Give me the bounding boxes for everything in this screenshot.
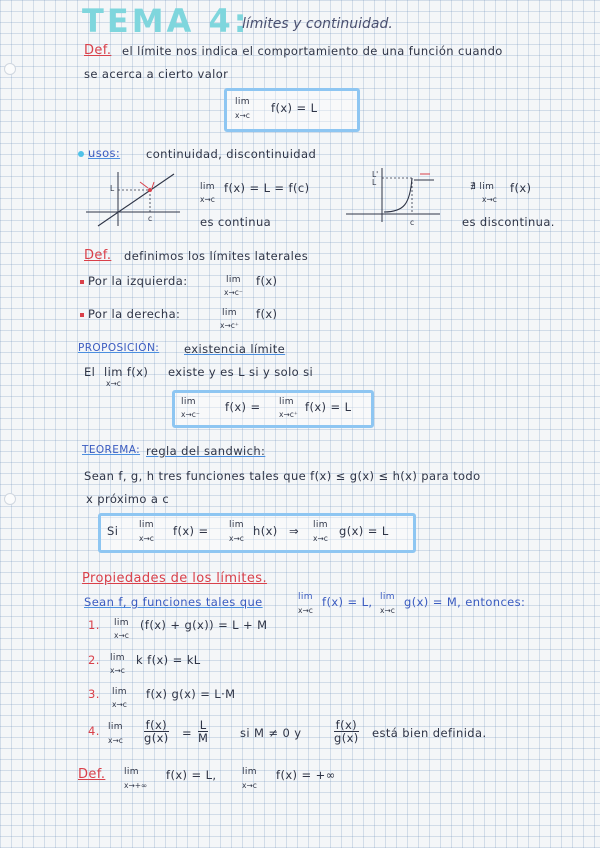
- continuous-graph: [82, 168, 182, 228]
- lim-subscript: x→+∞: [124, 781, 148, 790]
- implies-icon: ⇒: [289, 524, 300, 538]
- def3-label: Def.: [78, 767, 106, 782]
- lim-subscript: x→c: [380, 606, 395, 615]
- def1-label: Def.: [84, 43, 112, 58]
- lim-subscript: x→c: [139, 534, 154, 543]
- def1-formula-box: [224, 88, 360, 132]
- propiedades-intro-pre: Sean f, g funciones tales que: [84, 595, 263, 609]
- lim-subscript: x→c: [242, 781, 257, 790]
- proposicion-label: PROPOSICIÓN:: [78, 342, 160, 354]
- item4-eq: =: [182, 726, 193, 740]
- limit-point: [148, 188, 152, 192]
- left-branch: [384, 178, 412, 212]
- cont-expr: f(x) = L = f(c): [224, 181, 310, 195]
- graph2-c-label: c: [410, 218, 415, 227]
- page-subtitle: límites y continuidad.: [242, 16, 393, 32]
- teorema-line1: Sean f, g, h tres funciones tales que f(x) ≤ g(x) ≤ h(x) para todo: [84, 469, 481, 483]
- lim-label: ∄ lim: [470, 182, 495, 192]
- item4-result-fraction: $\frac{L}{M}$: [198, 718, 209, 745]
- lim-subscript: x→c: [235, 111, 250, 120]
- lim-label: lim: [110, 653, 125, 663]
- lim-label: lim: [222, 308, 237, 318]
- lim-subscript: x→c: [114, 631, 129, 640]
- teorema-formula-box: [98, 513, 416, 553]
- bullet-icon: [80, 313, 84, 317]
- item4-cond-post: está bien definida.: [372, 726, 487, 740]
- item-expr: f(x) g(x) = L·M: [146, 687, 236, 701]
- item4-cond-fraction: $\frac{f(x)}{g(x)}$: [334, 718, 359, 745]
- teorema-title: regla del sandwich:: [146, 444, 266, 458]
- lim-subscript: x→c: [106, 379, 121, 388]
- item-number: 3.: [88, 687, 100, 701]
- binder-hole: [4, 493, 16, 505]
- lim-label: lim: [226, 275, 241, 285]
- binder-hole: [4, 63, 16, 75]
- lim-label: lim: [139, 520, 154, 530]
- def1-text-line1: el límite nos indica el comportamiento de una función cuando: [122, 44, 503, 58]
- def2-text: definimos los límites laterales: [124, 249, 309, 263]
- bullet-icon: [80, 280, 84, 284]
- propiedades-intro-expr2: g(x) = M, entonces:: [404, 595, 526, 609]
- lim-subscript: x→c: [200, 195, 215, 204]
- discontinuous-graph: [344, 164, 444, 224]
- lim-label: lim: [124, 767, 139, 777]
- propiedades-title: Propiedades de los límites.: [82, 571, 268, 586]
- teorema-box-expr2: h(x): [253, 524, 278, 538]
- cont-caption: es continua: [200, 215, 272, 229]
- lim-subscript: x→c: [108, 736, 123, 745]
- page-title: TEMA 4:: [82, 2, 250, 40]
- item-number: 4.: [88, 724, 100, 738]
- teorema-box-si: Si: [107, 524, 119, 538]
- item4-fraction: $\frac{f(x)}{g(x)}$: [144, 718, 169, 745]
- propiedades-intro-expr1: f(x) = L,: [322, 595, 373, 609]
- proposicion-title: existencia límite: [184, 342, 286, 356]
- lim-label: lim: [298, 592, 313, 602]
- graph1-L-label: L: [110, 184, 115, 193]
- proposicion-text-post: existe y es L si y solo si: [168, 365, 314, 379]
- bullet-icon: [78, 151, 84, 157]
- graph2-L1-label: L': [372, 170, 379, 179]
- lim-subscript: x→c: [313, 534, 328, 543]
- lim-label: lim: [112, 687, 127, 697]
- right-limit-expr: f(x): [256, 307, 278, 321]
- lim-label: lim: [114, 618, 129, 628]
- lim-label: lim: [108, 722, 123, 732]
- disc-expr: f(x): [510, 181, 532, 195]
- proposicion-box-expr2: f(x) = L: [305, 400, 352, 414]
- left-limit-label: Por la izquierda:: [80, 274, 187, 288]
- def1-formula-expr: f(x) = L: [271, 101, 318, 115]
- teorema-box-expr1: f(x) =: [173, 524, 209, 538]
- disc-caption: es discontinua.: [462, 215, 555, 229]
- arrow-icon: [140, 182, 154, 188]
- item-expr: k f(x) = kL: [136, 653, 201, 667]
- item-expr: (f(x) + g(x)) = L + M: [140, 618, 268, 632]
- graph1-c-label: c: [148, 214, 153, 223]
- lim-label: lim: [181, 397, 196, 407]
- usos-label: usos:: [78, 146, 120, 160]
- lim-subscript: x→c⁺: [279, 410, 298, 419]
- lim-label: lim: [313, 520, 328, 530]
- lim-label: lim: [235, 97, 250, 107]
- teorema-box-expr3: g(x) = L: [339, 524, 389, 538]
- item-number: 2.: [88, 653, 100, 667]
- item4-condition: si M ≠ 0 y: [240, 726, 302, 740]
- graph2-L2-label: L: [372, 178, 377, 187]
- proposicion-text-lim: lim f(x): [104, 365, 149, 379]
- proposicion-text-pre: El: [84, 365, 96, 379]
- lim-subscript: x→c: [112, 700, 127, 709]
- lim-label: lim: [279, 397, 294, 407]
- lim-subscript: x→c: [229, 534, 244, 543]
- lim-label: lim: [229, 520, 244, 530]
- lim-label: lim: [242, 767, 257, 777]
- def3-expr1: f(x) = L,: [166, 768, 217, 782]
- right-limit-label: Por la derecha:: [80, 307, 180, 321]
- proposicion-box-expr1: f(x) =: [225, 400, 261, 414]
- teorema-line2: x próximo a c: [86, 492, 170, 506]
- def1-text-line2: se acerca a cierto valor: [84, 67, 229, 81]
- left-limit-expr: f(x): [256, 274, 278, 288]
- usos-text: continuidad, discontinuidad: [146, 147, 317, 161]
- lim-label: lim: [200, 182, 215, 192]
- function-line: [98, 174, 174, 226]
- lim-subscript: x→c: [482, 195, 497, 204]
- lim-subscript: x→c⁻: [224, 288, 243, 297]
- lim-subscript: x→c: [298, 606, 313, 615]
- def2-label: Def.: [84, 248, 112, 263]
- lim-subscript: x→c⁺: [220, 321, 239, 330]
- lim-subscript: x→c⁻: [181, 410, 200, 419]
- teorema-label: TEOREMA:: [82, 444, 141, 456]
- lim-label: lim: [380, 592, 395, 602]
- lim-subscript: x→c: [110, 666, 125, 675]
- proposicion-formula-box: [172, 390, 374, 428]
- item-number: 1.: [88, 618, 100, 632]
- def3-expr2: f(x) = +∞: [276, 768, 336, 782]
